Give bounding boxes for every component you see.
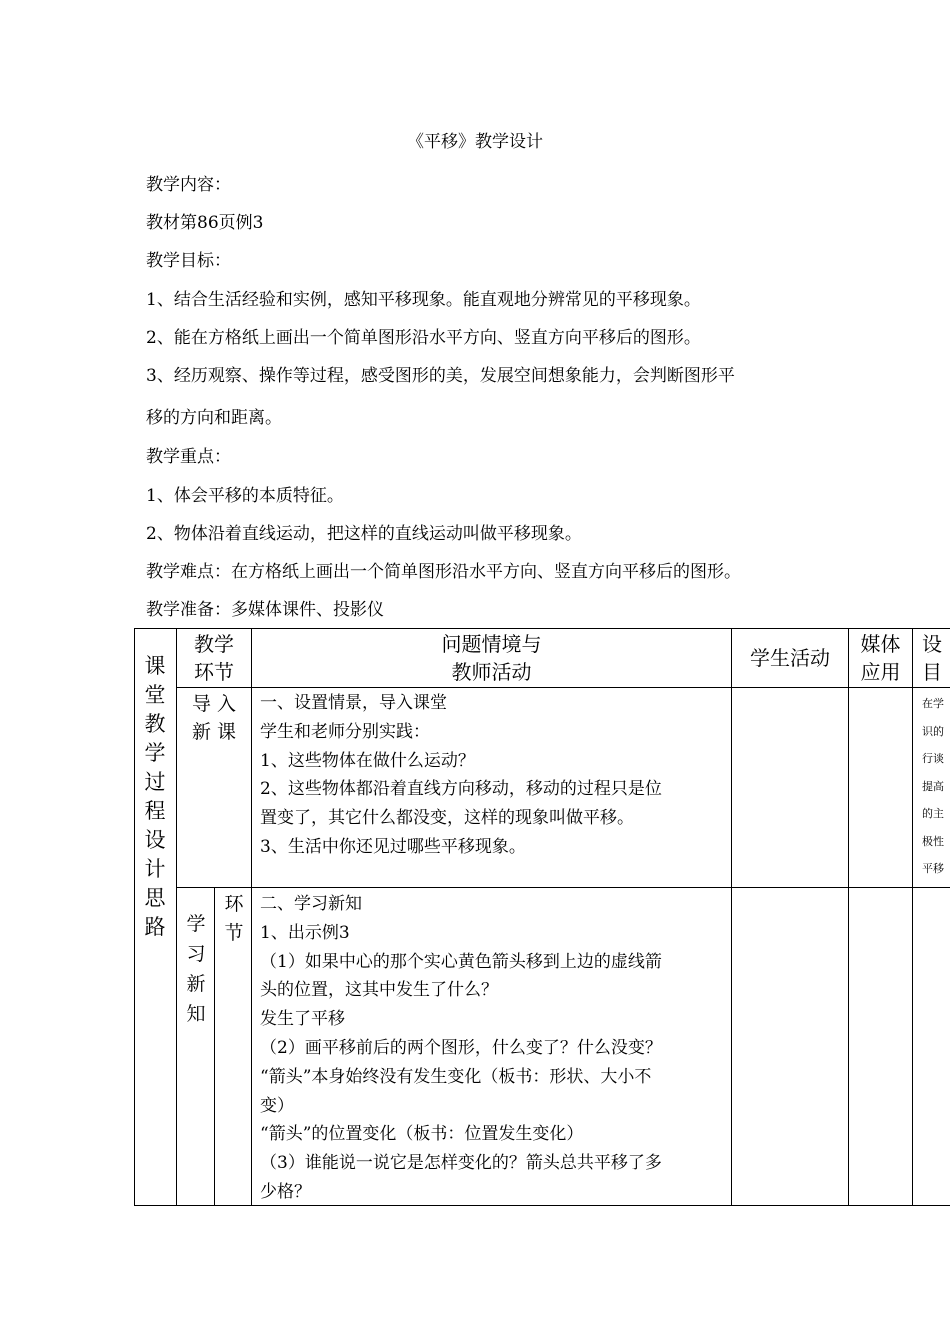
side-label-char: 路 (144, 915, 166, 939)
key-2: 2、物体沿着直线运动，把这样的直线运动叫做平移现象。 (146, 524, 582, 544)
document-title: 《平移》教学设计 (407, 132, 543, 152)
header-stage: 教学 环节 (194, 632, 234, 684)
lesson-table: 课 堂 教 学 过 程 设 计 思 路 教学 环节 问题情境与 教师活动 学生活动 媒体 应用 设 目 导 入 新 课 一、设置情景，导入课堂 学生和老师分别实践： 1、这些物体在做什么运动？ 2、这些物体都沿着直线方向移动，移动的过程只是位 置变了，其它什么都没变，这样的现象叫做平移。 3、生活中你还见过哪些平移现象。 在学 识的 行谈 提高 的主 极性 平移 学 习 新 知 环 节 二、学习新知 1、出示例3 （1）如果中心的那个实心黄色箭头移到上边的虚线箭 头的位置，这其中发生了什么？ 发生了平移 （2）画平移前后的两个图形，什么变了？什么没变？ “箭头”本身始终没有发生变化（板书：形状、大小不 变） “箭头”的位置变化（板书：位置发生变化） （3）谁能说一说它是怎样变化的？箭头总共平移了多 少格？ (0, 0, 950, 1344)
goal-2: 2、能在方格纸上画出一个简单图形沿水平方向、竖直方向平移后的图形。 (146, 328, 701, 348)
section-goals-label: 教学目标： (146, 251, 231, 271)
header-media: 媒体 应用 (860, 632, 901, 684)
header-problem: 问题情境与 教师活动 (441, 632, 542, 684)
preparation: 教学准备：多媒体课件、投影仪 (146, 600, 384, 620)
side-label-char: 堂 (144, 683, 166, 707)
side-label-char: 课 (144, 654, 166, 678)
goal-3-cont: 移的方向和距离。 (146, 408, 282, 428)
row1-stage: 导 入 新 课 (191, 693, 237, 743)
header-student: 学生活动 (750, 646, 830, 670)
side-label-char: 学 (144, 741, 166, 765)
side-label-char: 设 (144, 828, 166, 852)
side-label-char: 计 (144, 857, 166, 881)
header-goal: 设 目 (922, 632, 942, 684)
row2-content: 二、学习新知 1、出示例3 （1）如果中心的那个实心黄色箭头移到上边的虚线箭 头的位置，这其中发生了什么？ 发生了平移 （2）画平移前后的两个图形，什么变了？什么没变？ “箭头”本身始终没有发生变化（板书：形状、大小不 变） “箭头”的位置变化（板书：位置发生变化） （3）谁能说一说它是怎样变化的？箭头总共平移了多 少格？ (260, 894, 662, 1202)
goal-3: 3、经历观察、操作等过程，感受图形的美，发展空间想象能力，会判断图形平 (146, 366, 735, 386)
goal-1: 1、结合生活经验和实例，感知平移现象。能直观地分辨常见的平移现象。 (146, 290, 701, 310)
row1-content: 一、设置情景，导入课堂 学生和老师分别实践： 1、这些物体在做什么运动？ 2、这些物体都沿着直线方向移动，移动的过程只是位 置变了，其它什么都没变，这样的现象叫做平移。 3、生活中你还见过哪些平移现象。 (260, 693, 662, 857)
key-1: 1、体会平移的本质特征。 (146, 486, 344, 506)
content-text: 教材第86页例3 (146, 213, 264, 233)
side-label-char: 过 (144, 770, 166, 794)
side-label-char: 教 (144, 712, 166, 736)
side-label-char: 思 (144, 886, 166, 910)
section-key-label: 教学重点： (146, 447, 231, 467)
row1-goal: 在学 识的 行谈 提高 的主 极性 平移 (922, 697, 944, 875)
section-content-label: 教学内容： (146, 175, 231, 195)
side-label-char: 程 (144, 799, 166, 823)
difficulty: 教学难点：在方格纸上画出一个简单图形沿水平方向、竖直方向平移后的图形。 (146, 562, 741, 582)
